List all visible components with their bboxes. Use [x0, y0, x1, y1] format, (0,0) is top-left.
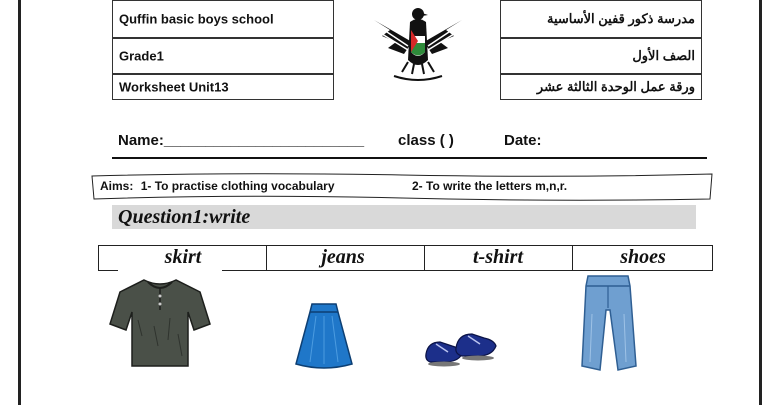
word-skirt: skirt — [164, 246, 202, 268]
skirt-picture — [292, 302, 356, 370]
worksheet-ar-cell — [500, 74, 702, 100]
school-name-ar: مدرسة ذكور قفين الأساسية — [546, 11, 695, 26]
aim-one: 1- To practise clothing vocabulary — [140, 179, 335, 193]
shoes-picture — [422, 326, 500, 376]
worksheet-ar: ورقة عمل الوحدة الثالثة عشر — [536, 79, 695, 94]
grade-ar: الصف الأول — [632, 48, 695, 63]
word-shoes: shoes — [620, 246, 666, 268]
student-info-row — [118, 132, 708, 154]
name-underline — [112, 157, 707, 159]
grade-ar-cell — [500, 38, 702, 74]
aims-label: Aims: — [100, 179, 134, 193]
date-field[interactable]: Date: — [504, 132, 542, 149]
question-bar — [112, 205, 696, 229]
class-field[interactable]: class ( ) — [398, 132, 454, 149]
name-field[interactable]: Name:________________________ — [118, 132, 365, 149]
word-tshirt: t-shirt — [472, 246, 524, 268]
worksheet-en-cell — [112, 74, 334, 100]
shirt-picture — [108, 276, 212, 368]
right-page-border — [759, 0, 762, 405]
left-page-border — [18, 0, 21, 405]
school-name-en-cell — [112, 0, 334, 38]
header-table — [112, 0, 702, 100]
word-jeans: jeans — [321, 246, 365, 268]
palestine-eagle-emblem — [364, 2, 472, 86]
jeans-picture — [578, 274, 638, 374]
aims-banner — [90, 172, 714, 202]
grade-en-cell — [112, 38, 334, 74]
word-table — [98, 245, 713, 271]
aim-two: 2- To write the letters m,n,r. — [412, 179, 568, 193]
school-name-ar-cell — [500, 0, 702, 38]
grade-en: Grade1 — [119, 48, 164, 64]
worksheet-en: Worksheet Unit13 — [119, 79, 229, 95]
school-name-en: Quffin basic boys school — [119, 11, 274, 27]
question-title: Question1:write — [118, 206, 251, 228]
